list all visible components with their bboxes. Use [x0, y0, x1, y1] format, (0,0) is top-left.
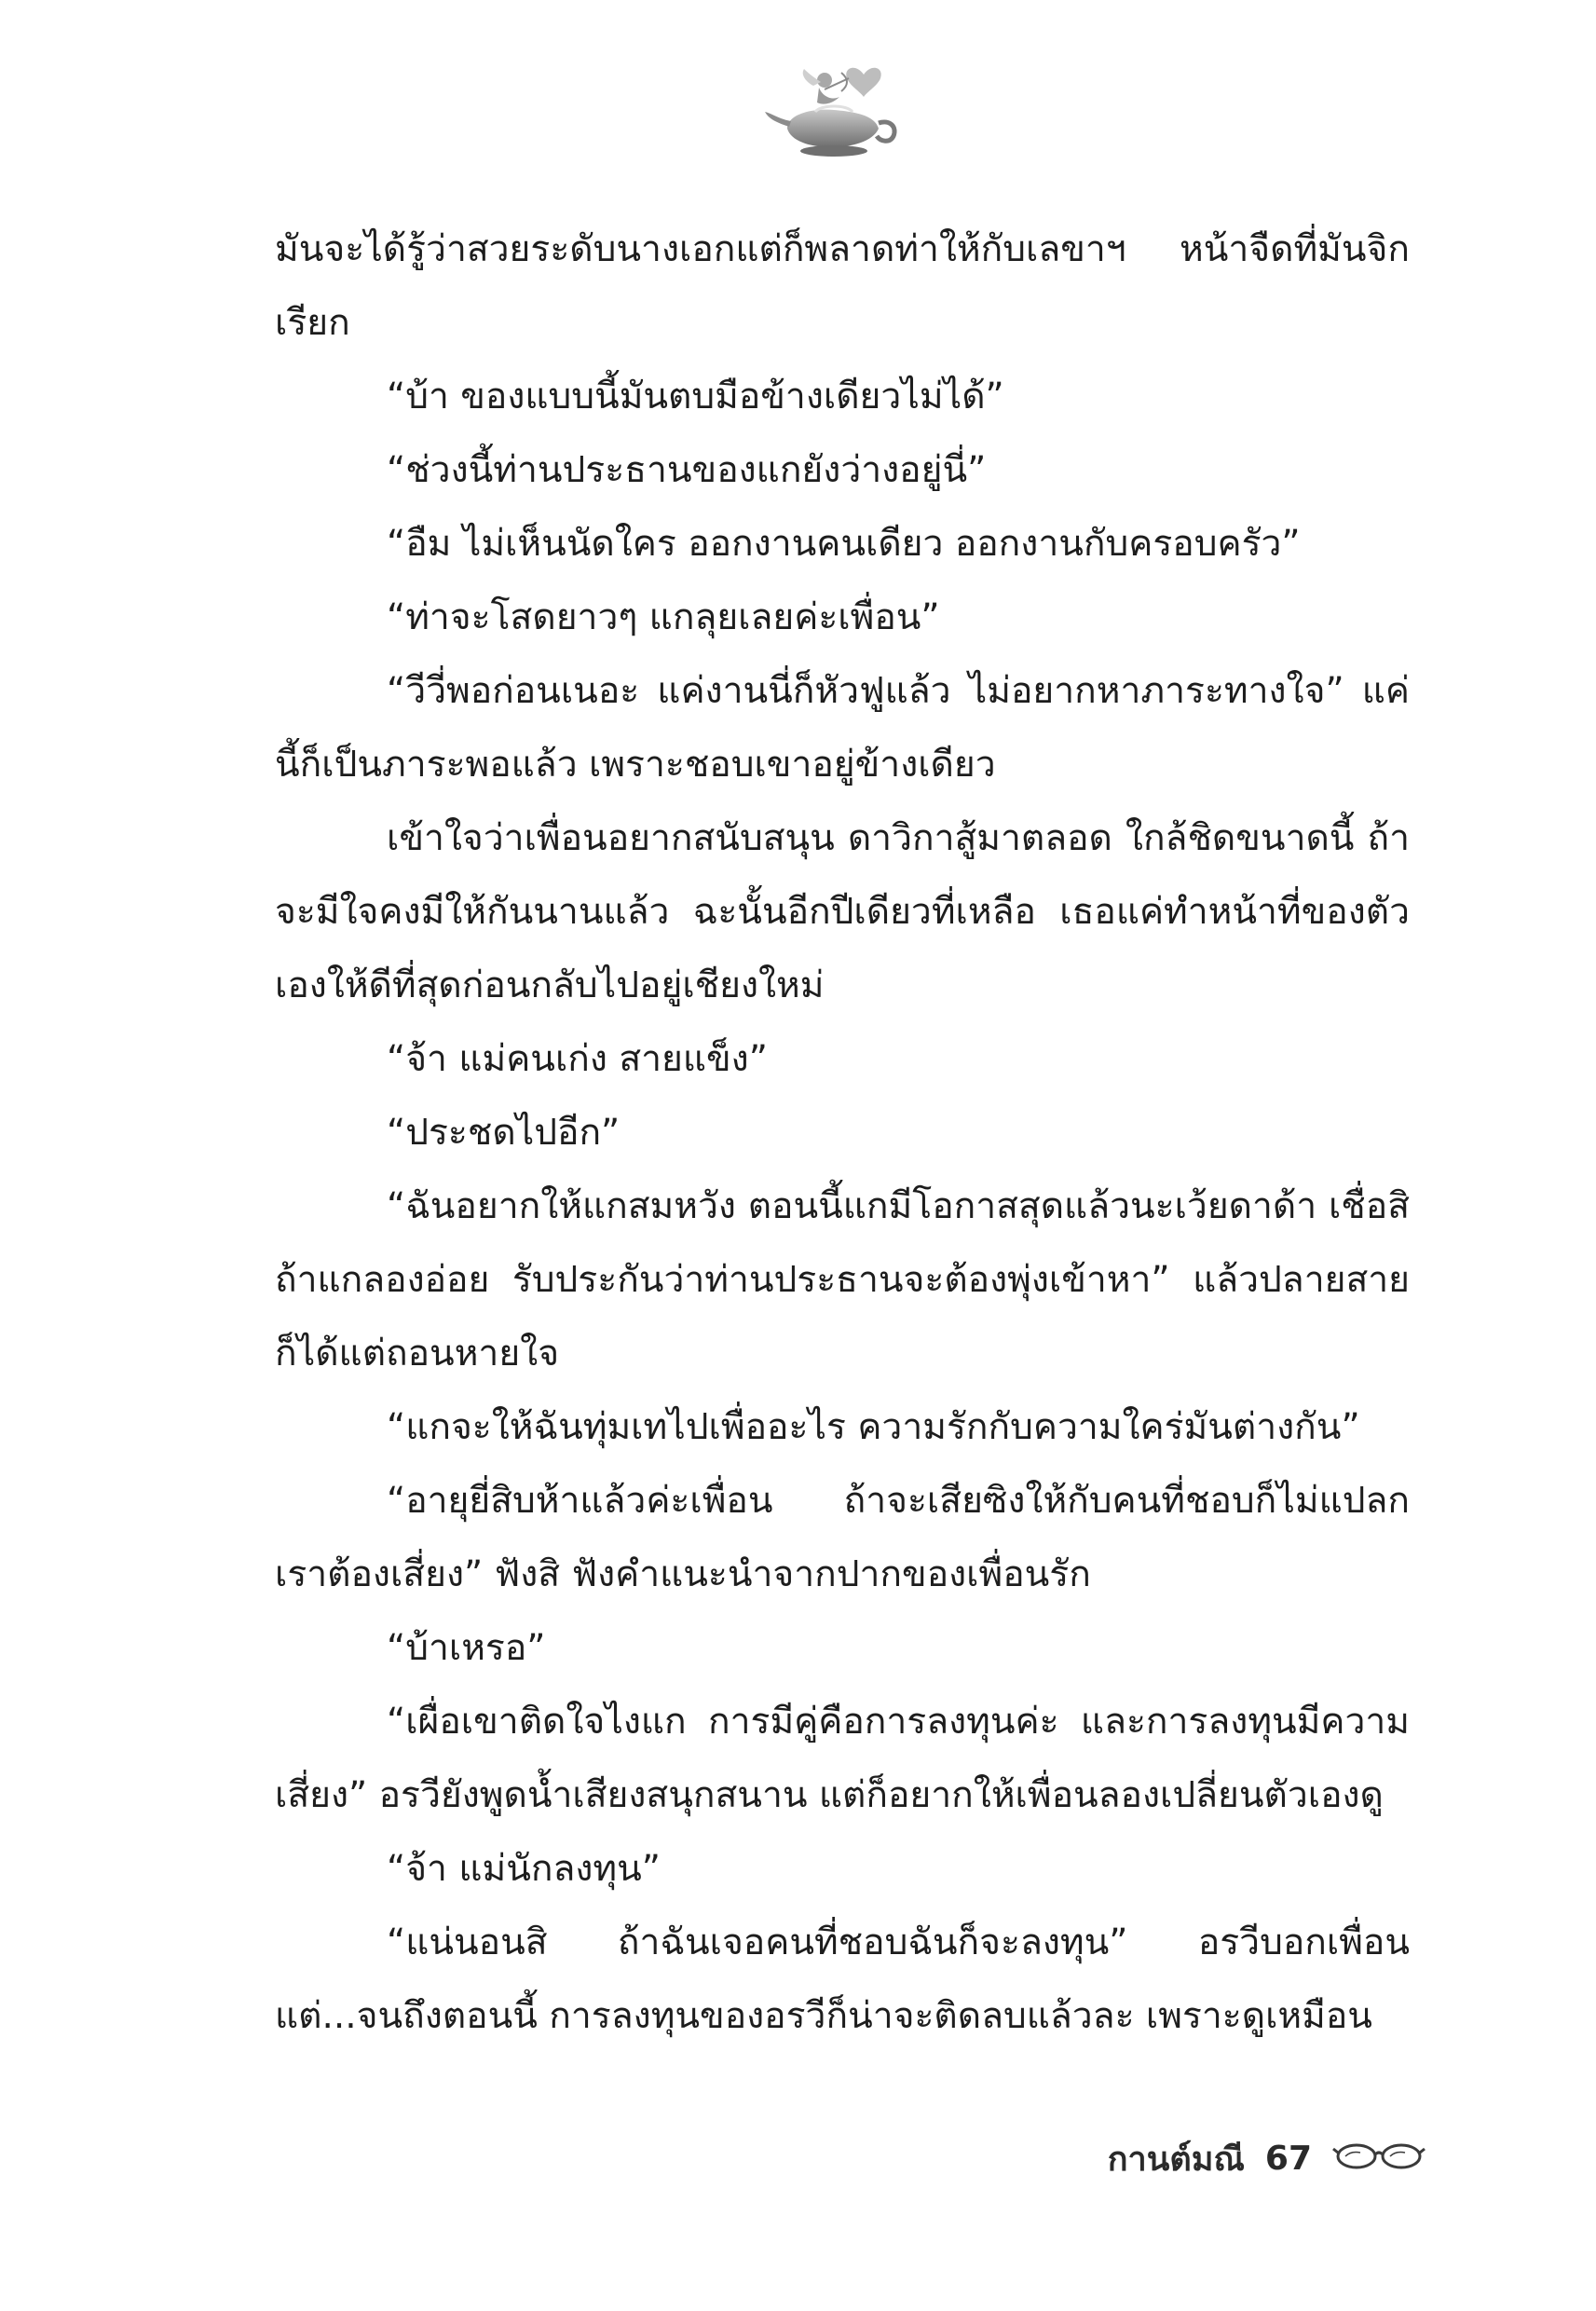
- paragraph: มันจะได้รู้ว่าสวยระดับนางเอกแต่ก็พลาดท่าให้กับเลขาฯ หน้าจืดที่มันจิกเรียก: [275, 228, 1410, 344]
- paragraph: “ท่าจะโสดยาวๆ แกลุยเลยค่ะเพื่อน”: [387, 596, 940, 638]
- paragraph: “บ้า ของแบบนี้มันตบมือข้างเดียวไม่ได้”: [387, 376, 1004, 417]
- running-title: กานต์มณี: [1107, 2140, 1245, 2179]
- glasses-icon: [1332, 2138, 1425, 2179]
- cupid-teapot-logo-icon: [759, 54, 908, 166]
- paragraph: “แกจะให้ฉันทุ่มเทไปเพื่ออะไร ความรักกับความใคร่มันต่างกัน”: [387, 1406, 1360, 1448]
- paragraph: “แน่นอนสิ ถ้าฉันเจอคนที่ชอบฉันก็จะลงทุน” อรวีบอกเพื่อน แต่...จนถึงตอนนี้ การลงทุนของอรวีก็น่าจะติดลบแล้วละ เพราะดูเหมือน: [275, 1921, 1410, 2037]
- body-text: [275, 212, 1410, 2053]
- paragraph: “เผื่อเขาติดใจไงแก การมีคู่คือการลงทุนค่ะ และการลงทุนมีความเสี่ยง” อรวียังพูดน้ำเสียงสนุกสนาน แต่ก็อยากให้เพื่อนลองเปลี่ยนตัวเองดู: [275, 1701, 1410, 1816]
- paragraph: “บ้าเหรอ”: [387, 1627, 546, 1669]
- paragraph: “ประชดไปอีก”: [387, 1112, 621, 1154]
- page-number: 67: [1264, 2139, 1312, 2178]
- paragraph: “จ้า แม่นักลงทุน”: [387, 1848, 661, 1890]
- paragraph: “จ้า แม่คนเก่ง สายแข็ง”: [387, 1038, 768, 1080]
- paragraph: “อายุยี่สิบห้าแล้วค่ะเพื่อน ถ้าจะเสียซิงให้กับคนที่ชอบก็ไม่แปลก เราต้องเสี่ยง” ฟังสิ ฟังคำแนะนำจากปากของเพื่อนรัก: [275, 1480, 1410, 1595]
- paragraph: “ฉันอยากให้แกสมหวัง ตอนนี้แกมีโอกาสสุดแล้วนะเว้ยดาด้า เชื่อสิ ถ้าแกลองอ่อย รับประกันว่าท่านประธานจะต้องพุ่งเข้าหา” แล้วปลายสายก็ได้แต่ถอนหายใจ: [275, 1185, 1410, 1374]
- paragraph: “ช่วงนี้ท่านประธานของแกยังว่างอยู่นี่”: [387, 449, 987, 491]
- paragraph: “วีวี่พอก่อนเนอะ แค่งานนี่ก็หัวฟูแล้ว ไม่อยากหาภาระทางใจ” แค่นี้ก็เป็นภาระพอแล้ว เพราะชอบเขาอยู่ข้างเดียว: [275, 670, 1410, 786]
- paragraph: “อืม ไม่เห็นนัดใคร ออกงานคนเดียว ออกงานกับครอบครัว”: [387, 523, 1301, 565]
- paragraph: เข้าใจว่าเพื่อนอยากสนับสนุน ดาวิกาสู้มาตลอด ใกล้ชิดขนาดนี้ ถ้าจะมีใจคงมีให้กันนานแล้ว ฉะนั้นอีกปีเดียวที่เหลือ เธอแค่ทำหน้าที่ของตัวเองให้ดีที่สุดก่อนกลับไปอยู่เชียงใหม่: [275, 817, 1410, 1006]
- page-footer: [1071, 2130, 1425, 2186]
